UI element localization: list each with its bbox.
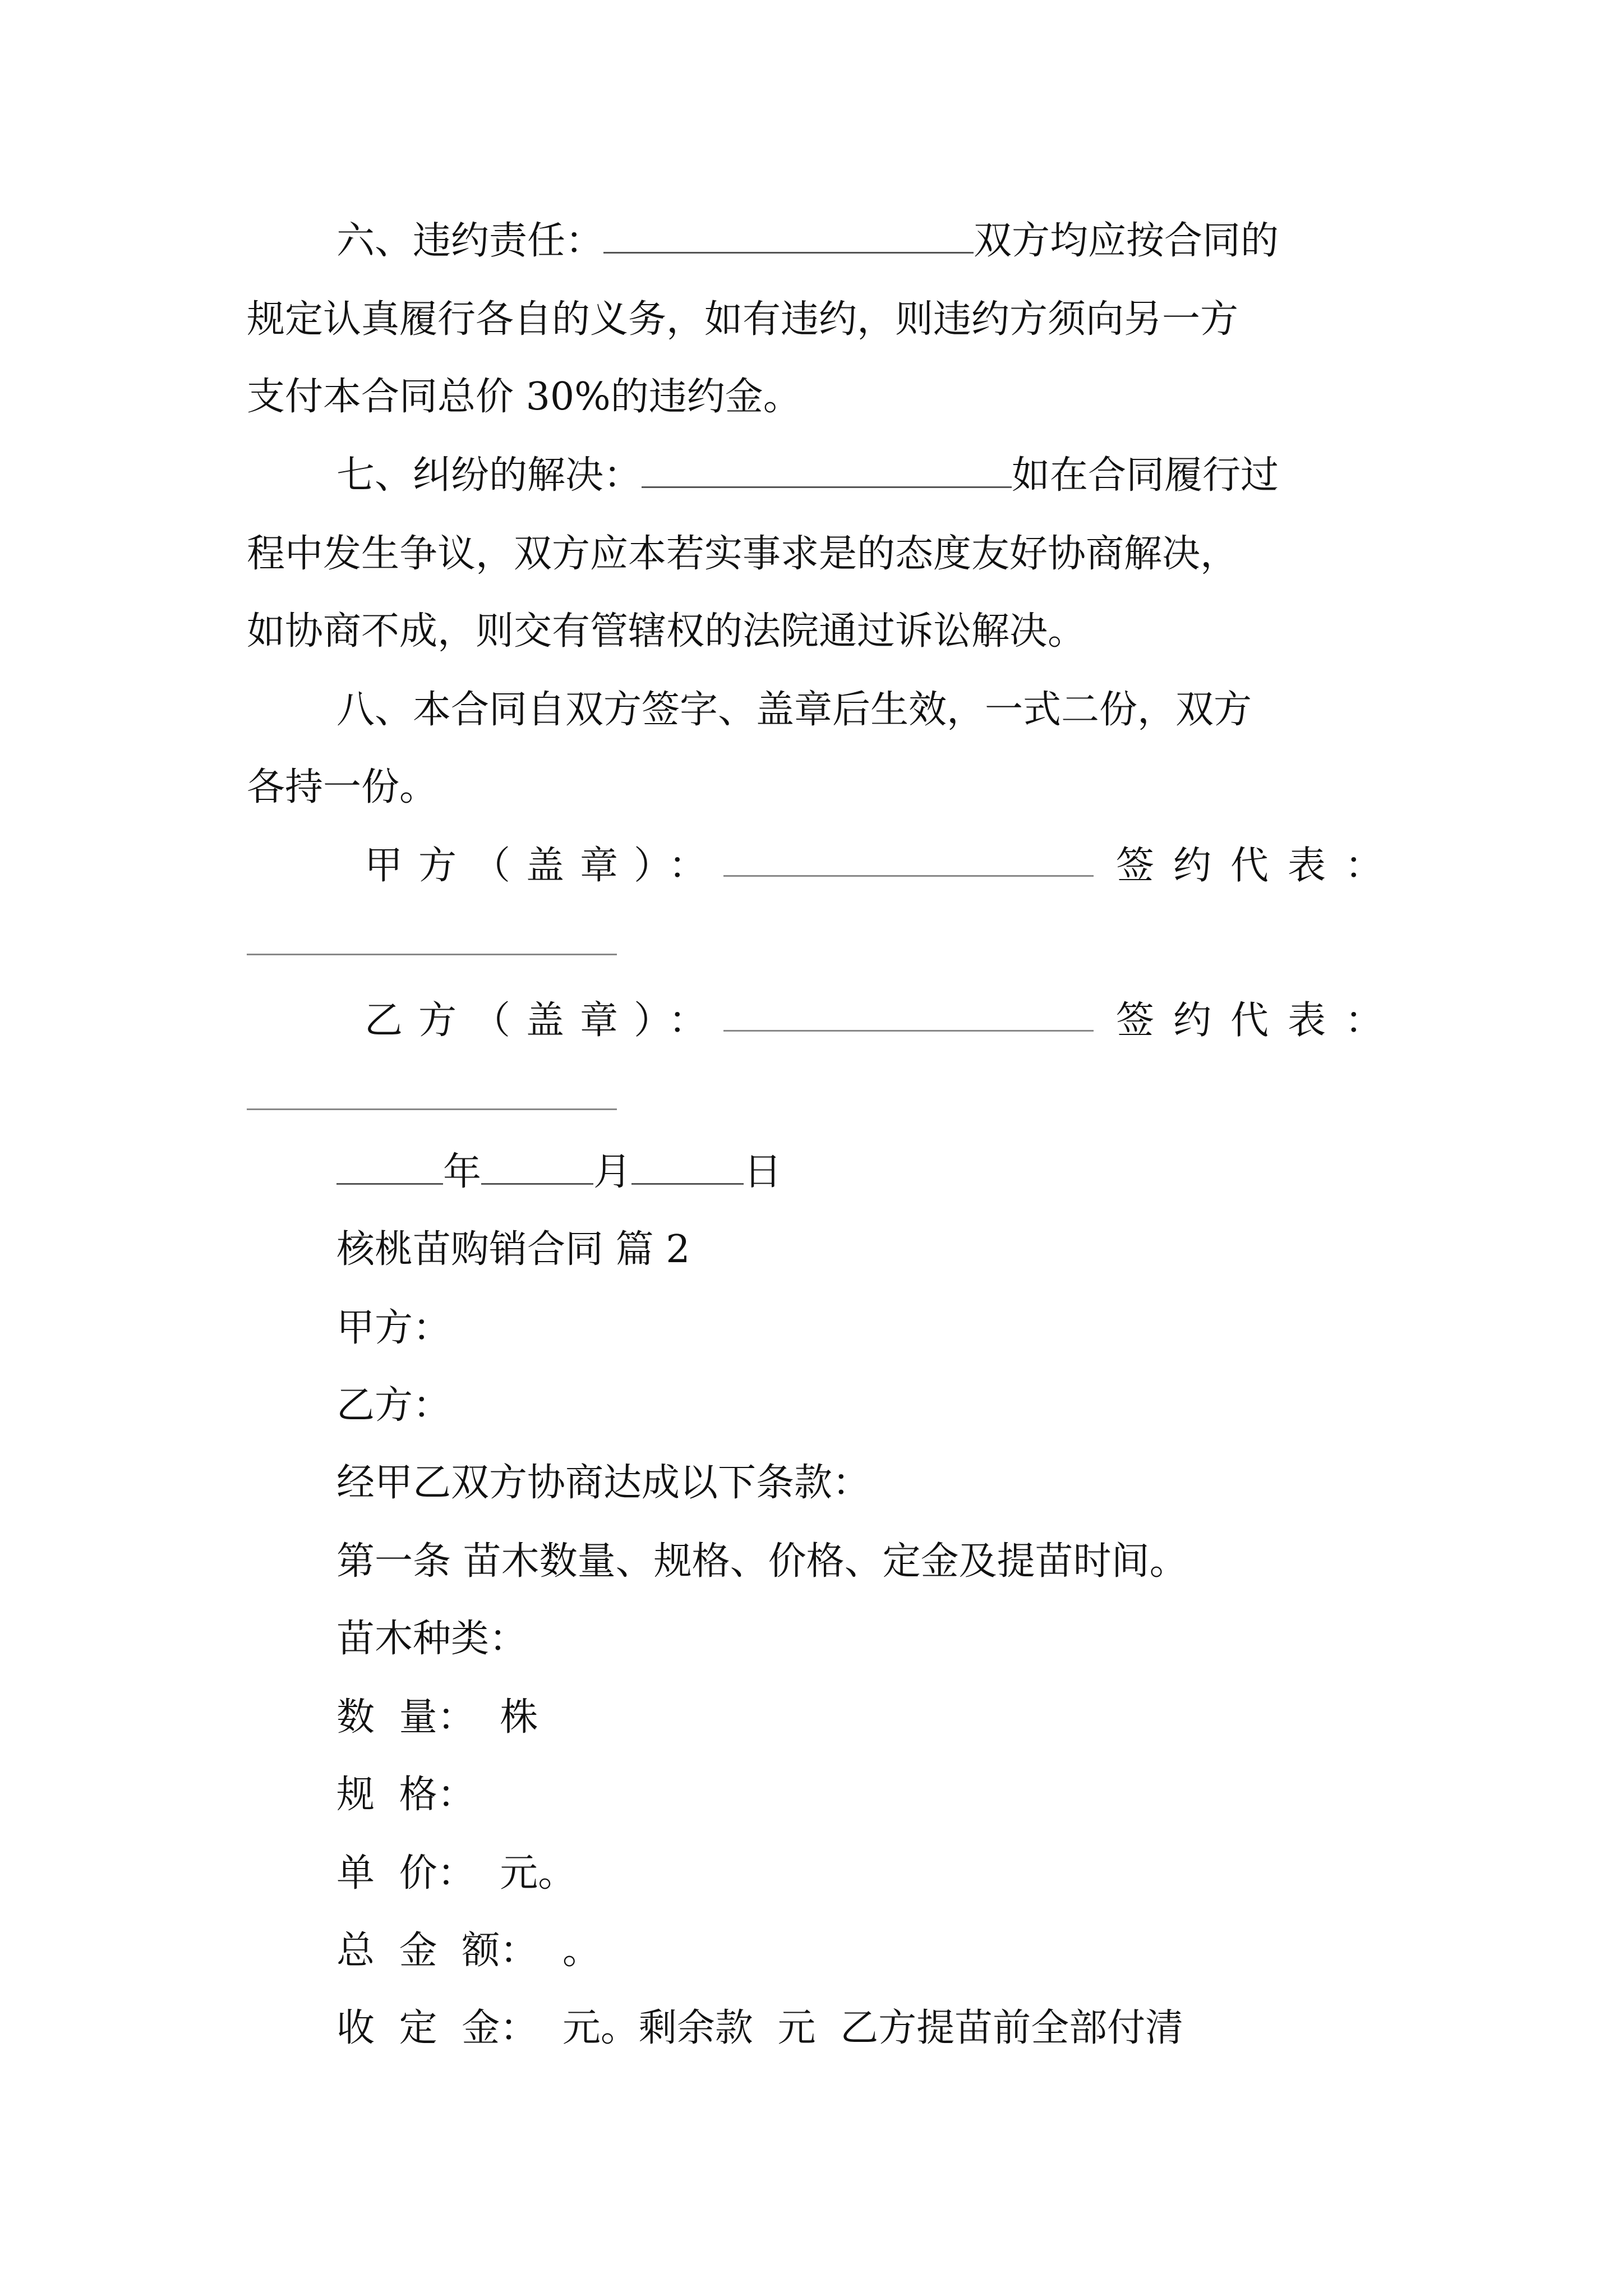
party-a-rep-label: 签约代表： bbox=[1116, 844, 1403, 888]
clause8-line1: 八、本合同自双方签字、盖章后生效，一式二份，双方 bbox=[336, 688, 1252, 732]
section2-spec: 规 格： bbox=[336, 1773, 476, 1817]
date-line bbox=[336, 1144, 782, 1200]
section2-party-a: 甲方： bbox=[336, 1306, 451, 1350]
clause6-line3: 支付本合同总价 30%的违约金。 bbox=[247, 375, 801, 419]
section2-total: 总 金 额： 。 bbox=[336, 1929, 601, 1973]
party-b-rep-label: 签约代表： bbox=[1116, 999, 1403, 1043]
year-blank bbox=[336, 1148, 443, 1185]
clause7-line3: 如协商不成，则交有管辖权的法院通过诉讼解决。 bbox=[247, 609, 1086, 654]
section2-title: 核桃苗购销合同 篇 2 bbox=[336, 1227, 690, 1272]
section2-species: 苗木种类： bbox=[336, 1617, 528, 1661]
party-b-label: 乙方（盖章）： bbox=[365, 999, 723, 1043]
clause8-line2: 各持一份。 bbox=[247, 765, 438, 809]
party-a-label: 甲方（盖章）： bbox=[365, 844, 723, 888]
clause7-prefix: 七、纠纷的解决： bbox=[336, 453, 642, 498]
day-blank bbox=[631, 1148, 744, 1185]
section2-party-b: 乙方： bbox=[336, 1383, 451, 1428]
month-blank bbox=[481, 1148, 593, 1185]
section2-intro: 经甲乙双方协商达成以下条款： bbox=[336, 1461, 871, 1505]
clause6-line2: 规定认真履行各自的义务，如有违约，则违约方须向另一方 bbox=[247, 297, 1239, 342]
section2-unit-price: 单 价： 元。 bbox=[336, 1851, 577, 1895]
clause6-prefix: 六、违约责任： bbox=[336, 219, 604, 263]
party-b-seal-blank bbox=[723, 1030, 1094, 1032]
month-label: 月 bbox=[593, 1150, 632, 1194]
clause6-line1 bbox=[336, 213, 1279, 269]
section2-quantity: 数 量： 株 bbox=[336, 1695, 538, 1740]
party-a-seal-blank bbox=[723, 875, 1094, 877]
clause6-blank bbox=[603, 217, 974, 254]
section2-deposit: 收 定 金： 元。剩余款 元 乙方提苗前全部付清 bbox=[336, 2006, 1184, 2050]
year-label: 年 bbox=[443, 1150, 482, 1194]
clause6-suffix: 双方均应按合同的 bbox=[974, 219, 1279, 263]
section2-article1: 第一条 苗木数量、规格、价格、定金及提苗时间。 bbox=[336, 1539, 1188, 1584]
party-b-rep-blank bbox=[247, 1108, 617, 1110]
party-a-rep-blank bbox=[247, 954, 617, 955]
clause7-line2: 程中发生争议，双方应本若实事求是的态度友好协商解决， bbox=[247, 532, 1239, 576]
clause7-line1 bbox=[336, 448, 1279, 504]
clause7-suffix: 如在合同履行过 bbox=[1012, 453, 1279, 498]
day-label: 日 bbox=[744, 1150, 782, 1194]
clause7-blank bbox=[642, 452, 1012, 488]
